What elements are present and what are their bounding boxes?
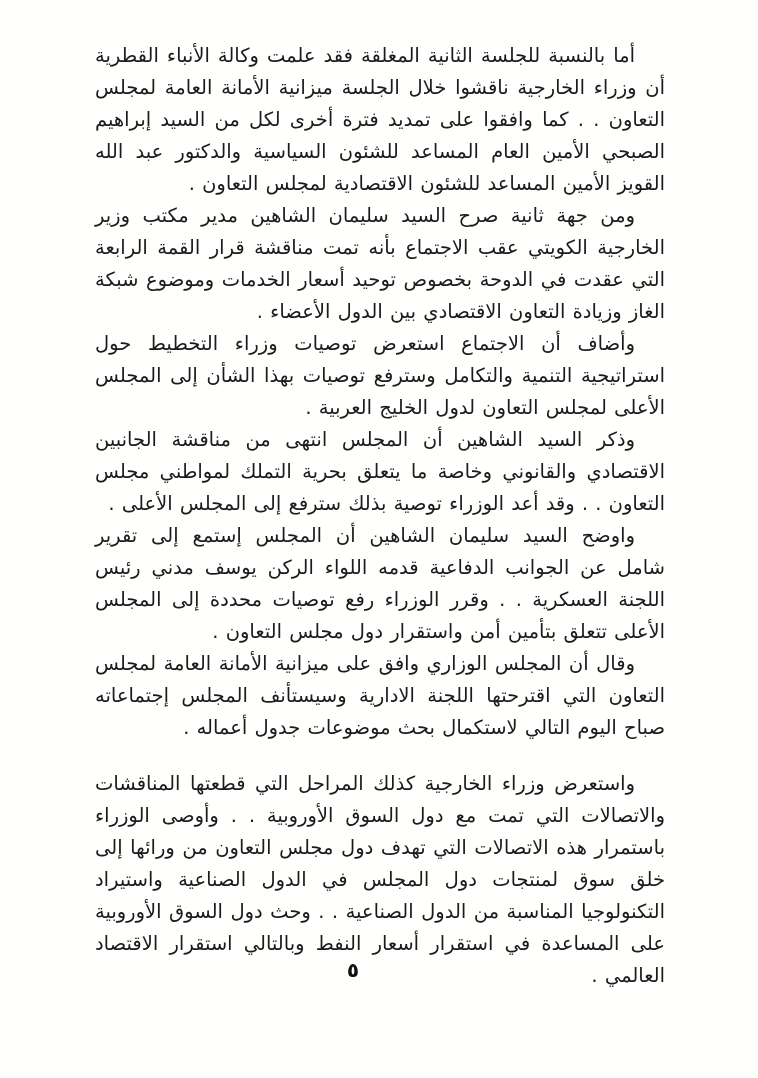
paragraph-7: واستعرض وزراء الخارجية كذلك المراحل التي قطعتها المناقشات والاتصالات التي تمت مع دول السوق الأوروبية . . وأوصى الوزراء باستمرار هذه الاتصالات التي تهدف دول مجلس التعاون من ورائها إلى خلق سوق لمنتجات دول المجلس في الدول الصناعية واستيراد التكنولوجيا المناسبة من الدول الصناعية . . وحث دول السوق الأوروبية على المساعدة في استقرار أسعار النفط وبالتالي استقرار الاقتصاد العالمي . <box>95 772 665 987</box>
paragraph-6: وقال أن المجلس الوزاري وافق على ميزانية الأمانة العامة لمجلس التعاون التي اقترحتها اللجنة الادارية وسيستأنف المجلس إجتماعاته صباح اليوم التالي لاستكمال بحث موضوعات جدول أعماله . <box>95 652 665 739</box>
paragraph-5: واوضح السيد سليمان الشاهين أن المجلس إستمع إلى تقرير شامل عن الجوانب الدفاعية قدمه اللواء الركن يوسف مدني رئيس اللجنة العسكرية . . وقرر الوزراء رفع توصيات محددة إلى المجلس الأعلى تتعلق بتأمين أمن واستقرار دول مجلس التعاون . <box>95 524 665 643</box>
paragraph-2: ومن جهة ثانية صرح السيد سليمان الشاهين مدير مكتب وزير الخارجية الكويتي عقب الاجتماع بأنه تمت مناقشة قرار القمة الرابعة التي عقدت في الدوحة بخصوص توحيد أسعار الخدمات وموضوع شبكة الغاز وزيادة التعاون الاقتصادي بين الدول الأعضاء . <box>95 204 665 323</box>
paragraph-4: وذكر السيد الشاهين أن المجلس انتهى من مناقشة الجانبين الاقتصادي والقانوني وخاصة ما يتعلق بحرية التملك لمواطني مجلس التعاون . . وقد أعد الوزراء توصية بذلك سترفع إلى المجلس الأعلى . <box>95 428 665 515</box>
paragraph-1: أما بالنسبة للجلسة الثانية المغلقة فقد علمت وكالة الأنباء القطرية أن وزراء الخارجية ناقشوا خلال الجلسة ميزانية الأمانة العامة لمجلس التعاون . . كما وافقوا على تمديد فترة أخرى لكل من السيد إبراهيم الصبحي الأمين العام المساعد للشئون السياسية والدكتور عبد الله القويز الأمين المساعد للشئون الاقتصادية لمجلس التعاون . <box>95 44 665 195</box>
paragraph-3: وأضاف أن الاجتماع استعرض توصيات وزراء التخطيط حول استراتيجية التنمية والتكامل وسترفع توصيات بهذا الشأن إلى المجلس الأعلى لمجلس التعاون لدول الخليج العربية . <box>95 332 665 419</box>
document-body <box>95 40 665 992</box>
page-number: ٥ <box>346 958 360 982</box>
